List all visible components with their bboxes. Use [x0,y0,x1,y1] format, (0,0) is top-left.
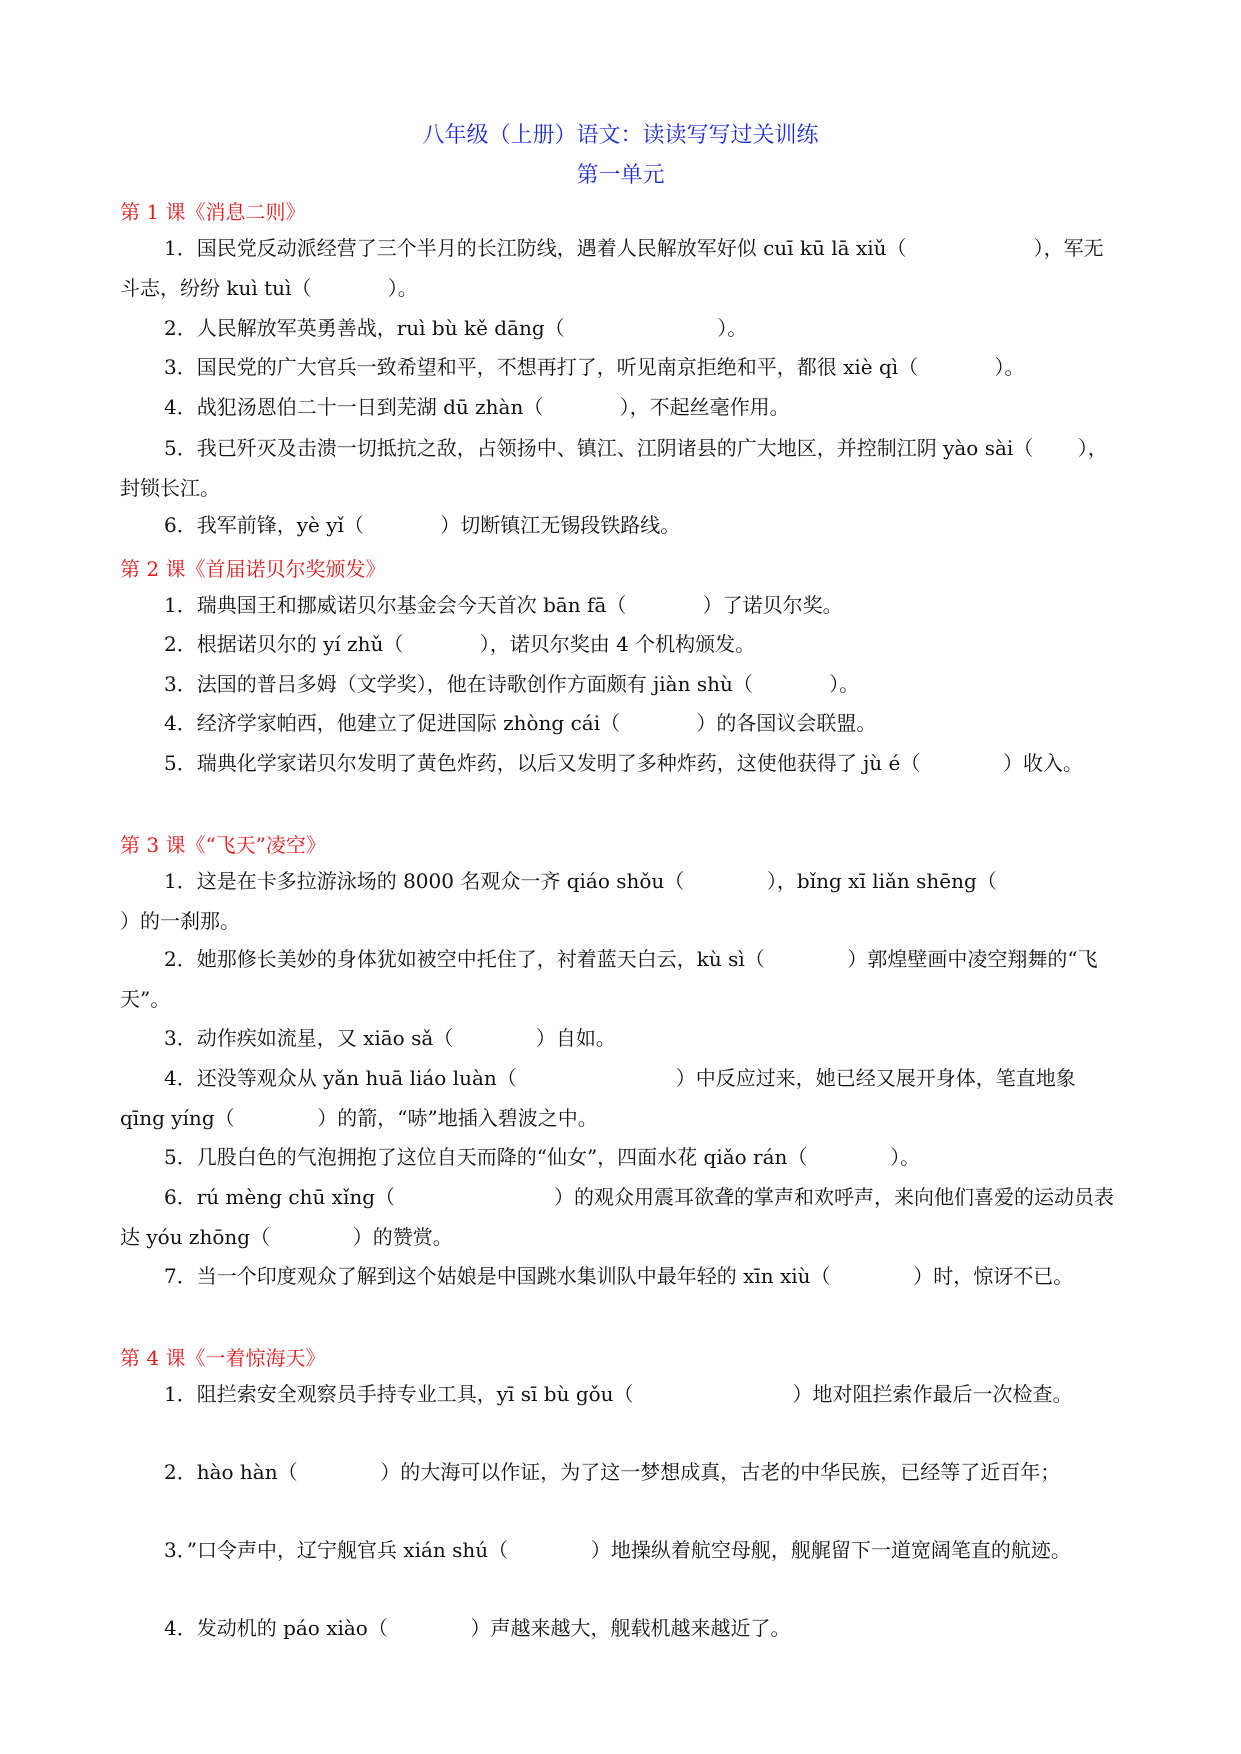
exercise-text: 1．这是在卡多拉游泳场的 8000 名观众一齐 qiáo shǒu（ ），bǐng xī liǎn shēng（ ）的一刹那。 [120,869,1124,933]
exercise-text: 1．瑞典国王和挪威诺贝尔基金会今天首次 bān fā（ ）了诺贝尔奖。 [164,593,843,617]
exercise-text: 2．她那修长美妙的身体犹如被空中托住了，衬着蓝天白云，kù sì（ ）郭煌壁画中凌空翔舞的“飞天”。 [120,947,1098,1011]
exercise-item [120,308,1120,348]
exercise-item [120,1374,1120,1414]
exercise-item [120,1530,1120,1570]
exercise-item [120,387,1120,427]
exercise-text: 6．我军前锋，yè yǐ（ ）切断镇江无锡段铁路线。 [164,513,681,537]
exercise-item [120,624,1120,664]
exercise-text: 7．当一个印度观众了解到这个姑娘是中国跳水集训队中最年轻的 xīn xiù（ ）时，惊讶不已。 [164,1264,1074,1288]
exercise-item [120,228,1120,308]
exercise-text: 2．人民解放军英勇善战，ruì bù kě dāng（ ）。 [164,316,748,340]
exercise-text: 2．根据诺贝尔的 yí zhǔ（ ），诺贝尔奖由 4 个机构颁发。 [164,632,756,656]
lesson-heading-1: 第 1 课《消息二则》 [120,200,306,224]
document-title: 八年级（上册）语文：读读写写过关训练 [422,123,819,148]
exercise-item [120,428,1120,508]
exercise-text: 4．发动机的 páo xiào（ ）声越来越大，舰载机越来越近了。 [164,1616,791,1640]
lesson-heading-3: 第 3 课《“飞天”凌空》 [120,833,326,857]
exercise-item [120,585,1120,625]
exercise-item [120,861,1124,941]
exercise-text: 3．国民党的广大官兵一致希望和平，不想再打了，听见南京拒绝和平，都很 xiè qì（ ）。 [164,355,1025,379]
exercise-item [120,1177,1120,1257]
exercise-item [120,939,1120,1019]
exercise-text: 5．瑞典化学家诺贝尔发明了黄色炸药，以后又发明了多种炸药，这使他获得了 jù é（ ）收入。 [164,751,1084,775]
exercise-item [120,347,1120,387]
unit-title: 第一单元 [576,163,665,188]
exercise-text: 5．几股白色的气泡拥抱了这位自天而降的“仙女”，四面水花 qiǎo rán（ ）。 [164,1145,921,1169]
exercise-text: 3．动作疾如流星，又 xiāo sǎ（ ）自如。 [164,1026,616,1050]
exercise-item [120,703,1120,743]
exercise-text: 3．”口令声中，辽宁舰官兵 xián shú（ ）地操纵着航空母舰，舰艉留下一道宽阔笔直的航迹。 [164,1538,1071,1562]
lesson-heading-2: 第 2 课《首届诺贝尔奖颁发》 [120,557,386,581]
exercise-item [120,1452,1120,1492]
exercise-item [120,1018,1120,1058]
exercise-text: 5．我已歼灭及击溃一切抵抗之敌，占领扬中、镇江、江阴诸县的广大地区，并控制江阴 yào sài（ ），封锁长江。 [120,436,1108,500]
exercise-text: 3．法国的普吕多姆（文学奖），他在诗歌创作方面颇有 jiàn shù（ ）。 [164,672,860,696]
exercise-text: 6．rú mèng chū xǐng（ ）的观众用震耳欲聋的掌声和欢呼声，来向他们喜爱的运动员表达 yóu zhōng（ ）的赞赏。 [120,1185,1114,1249]
exercise-item [120,1608,1120,1648]
exercise-item [120,1256,1120,1296]
exercise-text: 4．战犯汤恩伯二十一日到芜湖 dū zhàn（ ），不起丝毫作用。 [164,395,790,419]
exercise-text: 1．阻拦索安全观察员手持专业工具，yī sī bù gǒu（ ）地对阻拦索作最后一次检查。 [164,1382,1073,1406]
exercise-text: 4．经济学家帕西，他建立了促进国际 zhòng cái（ ）的各国议会联盟。 [164,711,877,735]
exercise-item [120,1137,1120,1177]
lesson-heading-4: 第 4 课《一着惊海天》 [120,1346,326,1370]
exercise-text: 2．hào hàn（ ）的大海可以作证，为了这一梦想成真，古老的中华民族，已经等了近百年； [164,1460,1061,1484]
exercise-text: 1．国民党反动派经营了三个半月的长江防线，遇着人民解放军好似 cuī kū lā xiǔ（ ），军无斗志，纷纷 kuì tuì（ ）。 [120,236,1104,300]
exercise-item [120,743,1120,783]
exercise-text: 4．还没等观众从 yǎn huā liáo luàn（ ）中反应过来，她已经又展开身体，笔直地象 qīng yíng（ ）的箭，“哧”地插入碧波之中。 [120,1066,1083,1130]
exercise-item [120,1058,1120,1138]
exercise-item [120,664,1120,704]
exercise-item [120,505,1120,545]
